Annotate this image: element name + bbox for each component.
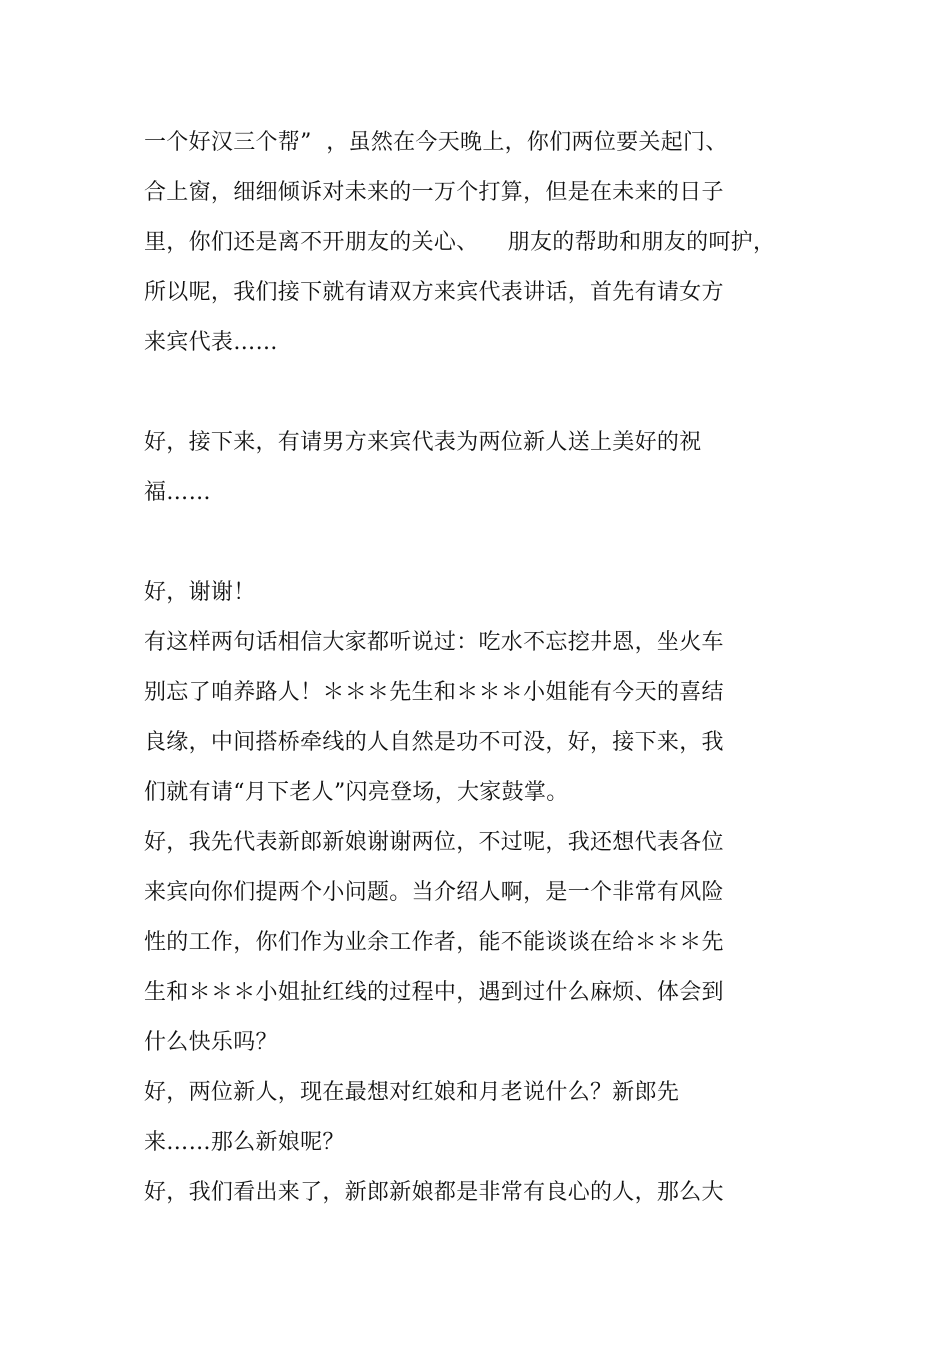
paragraph-gap bbox=[144, 518, 804, 568]
text-line: 合上窗，细细倾诉对未来的一万个打算，但是在未来的日子 bbox=[144, 180, 724, 205]
text-line: 所以呢，我们接下就有请双方来宾代表讲话，首先有请女方 bbox=[144, 280, 724, 305]
text-line: 好，两位新人，现在最想对红娘和月老说什么？新郎先 bbox=[144, 1080, 680, 1105]
text-line: 一个好汉三个帮” ，虽然在今天晚上，你们两位要关起门、 bbox=[144, 130, 728, 155]
text-line: 良缘，中间搭桥牵线的人自然是功不可没，好，接下来，我 bbox=[144, 730, 724, 755]
paragraph-gap bbox=[144, 368, 804, 418]
text-line: 别忘了咱养路人！＊＊＊先生和＊＊＊小姐能有今天的喜结 bbox=[144, 680, 724, 705]
text-line: 有这样两句话相信大家都听说过：吃水不忘挖井恩，坐火车 bbox=[144, 630, 724, 655]
text-line: 们就有请“月下老人”闪亮登场，大家鼓掌。 bbox=[144, 780, 569, 805]
text-line: 来宾向你们提两个小问题。当介绍人啊，是一个非常有风险 bbox=[144, 880, 724, 905]
text-line: 好，我们看出来了，新郎新娘都是非常有良心的人，那么大 bbox=[144, 1180, 724, 1205]
text-line: 什么快乐吗？ bbox=[144, 1030, 278, 1055]
text-line: 性的工作，你们作为业余工作者，能不能谈谈在给＊＊＊先 bbox=[144, 930, 724, 955]
text-line: 里，你们还是离不开朋友的关心、 朋友的帮助和朋友的呵护， bbox=[144, 230, 776, 255]
text-line: 好，接下来，有请男方来宾代表为两位新人送上美好的祝 bbox=[144, 430, 702, 455]
text-line: 好，我先代表新郎新娘谢谢两位，不过呢，我还想代表各位 bbox=[144, 830, 724, 855]
text-line: 生和＊＊＊小姐扯红线的过程中，遇到过什么麻烦、体会到 bbox=[144, 980, 724, 1005]
document-body bbox=[144, 118, 804, 1218]
text-line: 来……那么新娘呢？ bbox=[144, 1130, 345, 1155]
text-line: 来宾代表…… bbox=[144, 330, 278, 355]
text-line: 福…… bbox=[144, 480, 211, 505]
text-line: 好，谢谢！ bbox=[144, 580, 256, 605]
